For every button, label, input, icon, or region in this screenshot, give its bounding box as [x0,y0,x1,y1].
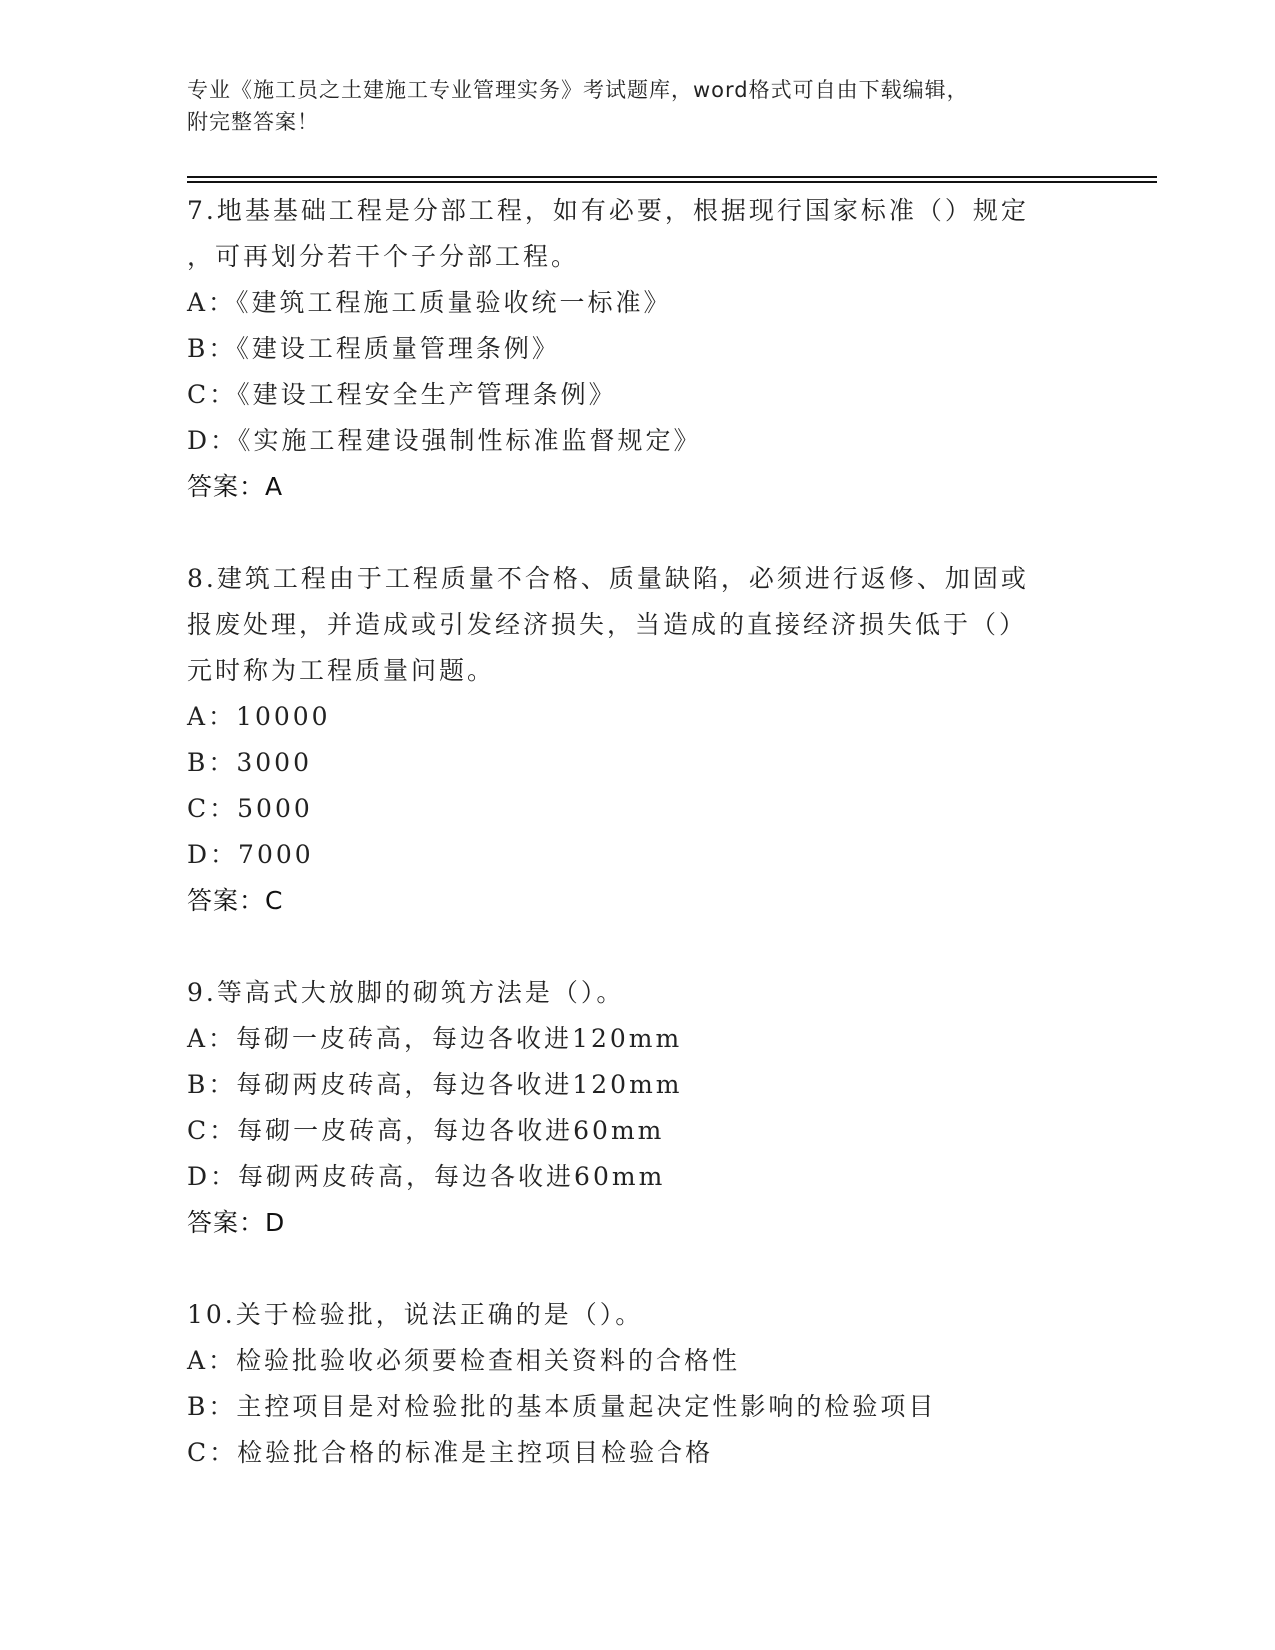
answer-line: 答案：A [187,472,284,501]
option-b: B：《建设工程质量管理条例》 [187,334,560,363]
header-divider-bottom [187,181,1157,183]
question-spacer [187,1246,1087,1292]
question-list [187,188,1087,1476]
question-text-line: 7.地基基础工程是分部工程，如有必要，根据现行国家标准（）规定 [187,196,1029,225]
question-10 [187,1292,1087,1476]
question-text-line: 10.关于检验批，说法正确的是（）。 [187,1300,644,1329]
question-text-line: 元时称为工程质量问题。 [187,656,496,685]
option-b: B：每砌两皮砖高，每边各收进120mm [187,1070,683,1099]
answer-line: 答案：D [187,1208,286,1237]
answer-line: 答案：C [187,886,284,915]
header-divider-top [187,176,1157,178]
option-c: C：《建设工程安全生产管理条例》 [187,380,617,409]
option-c: C：每砌一皮砖高，每边各收进60mm [187,1116,665,1145]
question-7 [187,188,1087,510]
option-b: B：3000 [187,748,312,777]
option-d: D：每砌两皮砖高，每边各收进60mm [187,1162,666,1191]
header-line-1: 专业《施工员之土建施工专业管理实务》考试题库，word格式可自由下载编辑， [187,78,969,102]
option-a: A：10000 [187,702,331,731]
question-9 [187,970,1087,1246]
question-text-line: 9.等高式大放脚的砌筑方法是（）。 [187,978,625,1007]
header-line-2: 附完整答案！ [187,110,319,134]
question-8 [187,556,1087,924]
question-text-line: 8.建筑工程由于工程质量不合格、质量缺陷，必须进行返修、加固或 [187,564,1029,593]
question-spacer [187,924,1087,970]
option-a: A：每砌一皮砖高，每边各收进120mm [187,1024,683,1053]
document-header [187,74,1067,138]
option-c: C：检验批合格的标准是主控项目检验合格 [187,1438,714,1467]
question-text-line: 报废处理，并造成或引发经济损失，当造成的直接经济损失低于（） [187,610,1028,639]
option-c: C：5000 [187,794,313,823]
question-text-line: ，可再划分若干个子分部工程。 [187,242,580,271]
option-a: A：《建筑工程施工质量验收统一标准》 [187,288,672,317]
question-spacer [187,510,1087,556]
option-d: D：《实施工程建设强制性标准监督规定》 [187,426,702,455]
option-b: B：主控项目是对检验批的基本质量起决定性影响的检验项目 [187,1392,937,1421]
option-a: A：检验批验收必须要检查相关资料的合格性 [187,1346,741,1375]
option-d: D：7000 [187,840,314,869]
